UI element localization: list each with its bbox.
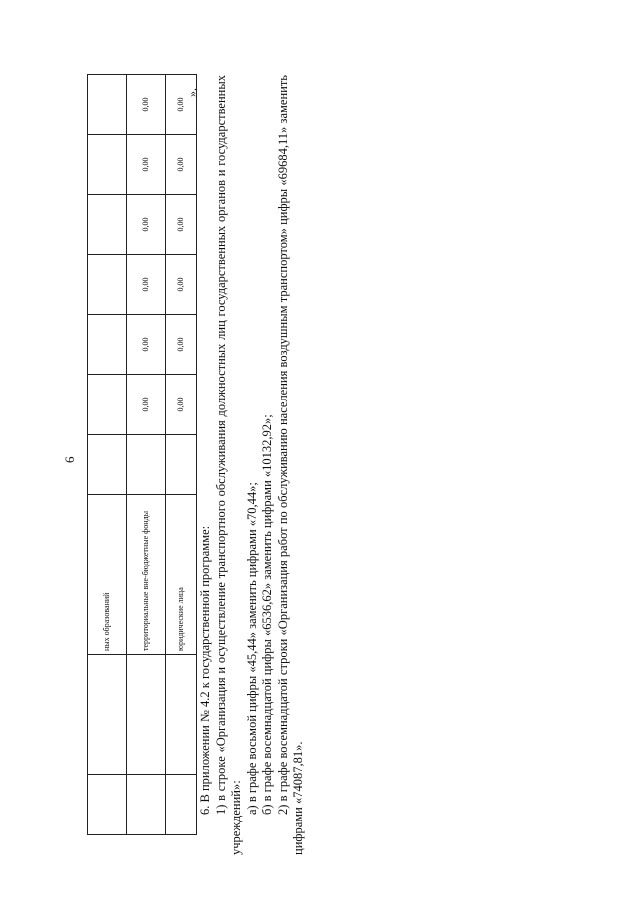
paragraph: а) в графе восьмой цифры «45,44» заменить цифрами «70,44»; [244, 482, 259, 815]
table-cell: 0,00 [127, 255, 166, 315]
table-cell [88, 315, 127, 375]
table-cell: 0,00 [166, 315, 197, 375]
table-cell [166, 435, 197, 495]
paragraph: 1) в строке «Организация и осуществление транспортного обслуживания должностных лиц государственных органов и государственных учреждений»: [213, 75, 243, 855]
table-cell [88, 435, 127, 495]
budget-table-fragment [87, 74, 197, 835]
table-cell [127, 435, 166, 495]
table-cell: 0,00 [166, 75, 197, 135]
table-cell: 0,00 [127, 375, 166, 435]
table-cell [88, 375, 127, 435]
table-cell [166, 655, 197, 775]
page-number: 6 [62, 456, 77, 463]
table-cell: 0,00 [166, 255, 197, 315]
paragraph: б) в графе восемнадцатой цифры «6536,62» заменить цифрами «10132,92»; [260, 414, 274, 815]
table-cell: 0,00 [127, 315, 166, 375]
table-cell: 0,00 [166, 375, 197, 435]
table-cell: 0,00 [127, 195, 166, 255]
row-label: ных образований [88, 495, 127, 655]
paragraph: 6. В приложении № 4.2 к государственной программе: [198, 525, 212, 815]
table-cell [88, 195, 127, 255]
row-label: юридические лица [166, 495, 197, 655]
table-cell [88, 255, 127, 315]
row-label: территориальные вне-бюджетные фонды [127, 495, 166, 655]
table-cell [127, 775, 166, 835]
closing-quote: ». [185, 88, 199, 97]
table-cell: 0,00 [127, 75, 166, 135]
table-cell [88, 75, 127, 135]
table-cell [88, 135, 127, 195]
paragraph: 2) в графе восемнадцатой строки «Организация работ по обслуживанию населения воздушным транспортом» цифры «69684,11» заменить цифрами «74087,81». [275, 75, 305, 855]
table-cell: 0,00 [166, 135, 197, 195]
table-row [166, 75, 197, 835]
table-cell [88, 775, 127, 835]
table-cell [127, 655, 166, 775]
table-cell [166, 775, 197, 835]
amendment-text [198, 75, 307, 855]
table-row [127, 75, 166, 835]
table-cell: 0,00 [127, 135, 166, 195]
table-cell: 0,00 [166, 195, 197, 255]
table-row [88, 75, 127, 835]
table-cell [88, 655, 127, 775]
